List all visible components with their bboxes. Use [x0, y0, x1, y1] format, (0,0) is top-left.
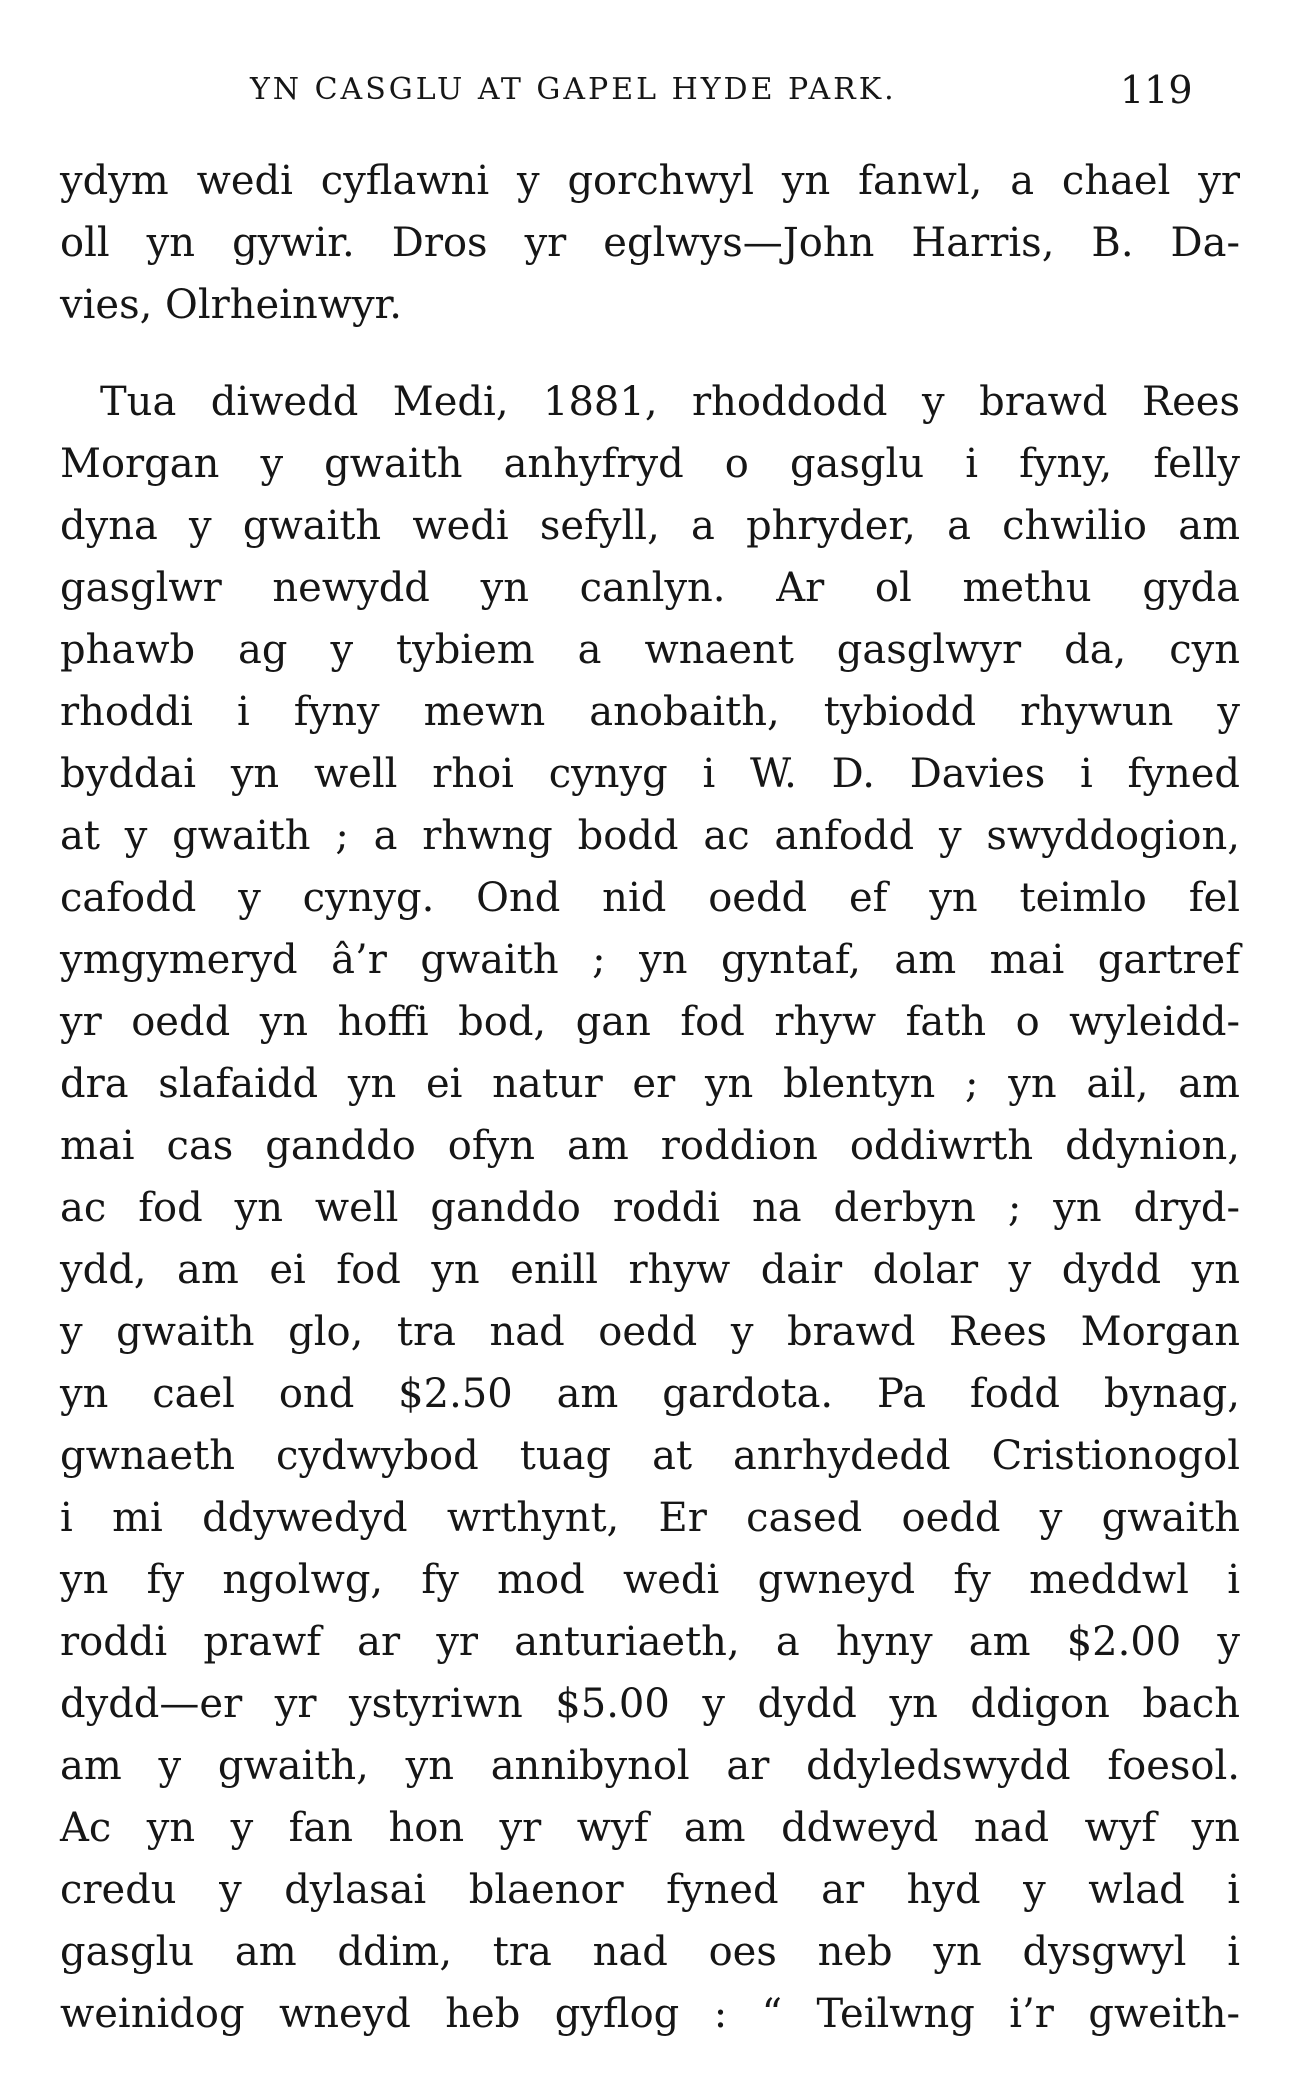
text-line: y gwaith glo, tra nad oedd y brawd Rees Morgan: [60, 1309, 1240, 1355]
text-line: credu y dylasai blaenor fyned ar hyd y wlad i: [60, 1867, 1240, 1913]
paragraph: [60, 371, 1240, 2045]
running-title: YN CASGLU AT GAPEL HYDE PARK.: [250, 72, 897, 107]
text-line: yr oedd yn hoffi bod, gan fod rhyw fath o wyleidd-: [60, 999, 1240, 1045]
text-line: oll yn gywir. Dros yr eglwys—John Harris, B. Da-: [60, 220, 1240, 266]
text-line: i mi ddywedyd wrthynt, Er cased oedd y gwaith: [60, 1495, 1240, 1541]
text-line: dra slafaidd yn ei natur er yn blentyn ; yn ail, am: [60, 1061, 1240, 1107]
text-line: gasglu am ddim, tra nad oes neb yn dysgwyl i: [60, 1929, 1240, 1975]
text-line: at y gwaith ; a rhwng bodd ac anfodd y swyddogion,: [60, 813, 1240, 859]
text-line: ydym wedi cyflawni y gorchwyl yn fanwl, a chael yr: [60, 158, 1240, 204]
text-line: ymgymeryd â’r gwaith ; yn gyntaf, am mai gartref: [60, 937, 1240, 983]
text-line: ac fod yn well ganddo roddi na derbyn ; yn dryd-: [60, 1185, 1240, 1231]
running-head: [0, 60, 1298, 120]
text-line: dyna y gwaith wedi sefyll, a phryder, a chwilio am: [60, 503, 1240, 549]
text-line: ydd, am ei fod yn enill rhyw dair dolar y dydd yn: [60, 1247, 1240, 1293]
text-line: roddi prawf ar yr anturiaeth, a hyny am $2.00 y: [60, 1619, 1240, 1665]
text-line: gwnaeth cydwybod tuag at anrhydedd Cristionogol: [60, 1433, 1240, 1479]
text-line: Morgan y gwaith anhyfryd o gasglu i fyny, felly: [60, 441, 1240, 487]
paragraph: [60, 150, 1240, 336]
page-number: 119: [1120, 68, 1193, 112]
text-line: mai cas ganddo ofyn am roddion oddiwrth ddynion,: [60, 1123, 1240, 1169]
text-line: gasglwr newydd yn canlyn. Ar ol methu gyda: [60, 565, 1240, 611]
text-line: Tua diwedd Medi, 1881, rhoddodd y brawd Rees: [100, 379, 1240, 425]
text-line: rhoddi i fyny mewn anobaith, tybiodd rhywun y: [60, 689, 1240, 735]
text-line: byddai yn well rhoi cynyg i W. D. Davies i fyned: [60, 751, 1240, 797]
text-line: vies, Olrheinwyr.: [60, 282, 402, 328]
paragraph-gap: [60, 336, 1240, 371]
text-line: Ac yn y fan hon yr wyf am ddweyd nad wyf yn: [60, 1805, 1240, 1851]
text-line: cafodd y cynyg. Ond nid oedd ef yn teimlo fel: [60, 875, 1240, 921]
text-line: yn fy ngolwg, fy mod wedi gwneyd fy meddwl i: [60, 1557, 1240, 1603]
body-text: [60, 150, 1240, 2045]
text-line: dydd—er yr ystyriwn $5.00 y dydd yn ddigon bach: [60, 1681, 1240, 1727]
text-line: yn cael ond $2.50 am gardota. Pa fodd bynag,: [60, 1371, 1240, 1417]
text-line: phawb ag y tybiem a wnaent gasglwyr da, cyn: [60, 627, 1240, 673]
text-line: am y gwaith, yn annibynol ar ddyledswydd foesol.: [60, 1743, 1240, 1789]
text-line: weinidog wneyd heb gyflog : “ Teilwng i’r gweith-: [60, 1991, 1240, 2037]
